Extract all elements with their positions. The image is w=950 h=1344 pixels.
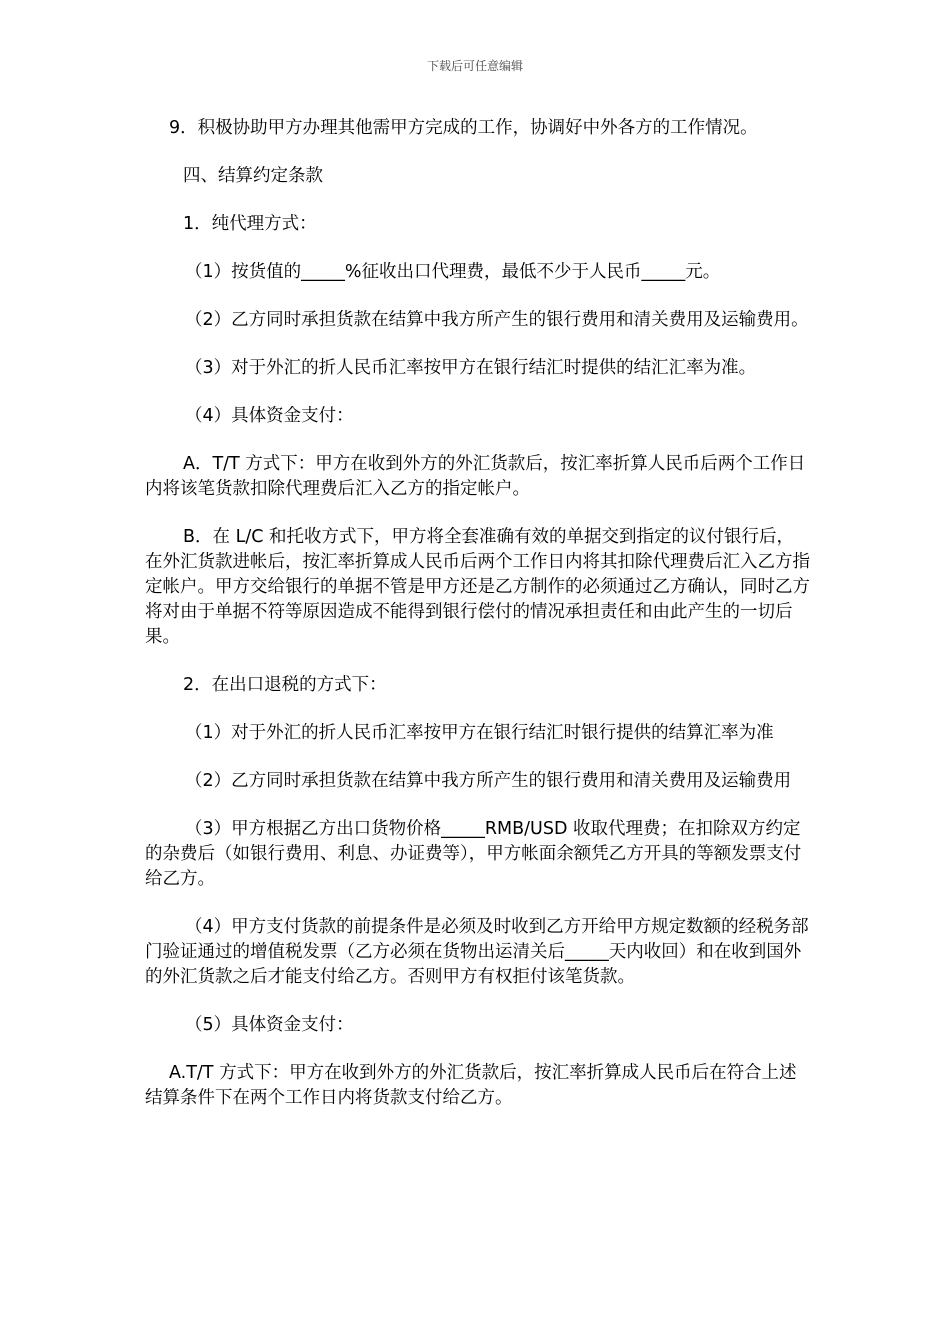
clause-9: 9．积极协助甲方办理其他需甲方完成的工作，协调好中外各方的工作情况。 <box>169 118 758 138</box>
clause-2-5: （5）具体资金支付： <box>185 1015 354 1035</box>
section-heading-settlement: 四、结算约定条款 <box>183 166 323 186</box>
clause-2-heading: 2．在出口退税的方式下： <box>183 675 387 695</box>
clause-1-heading: 1．纯代理方式： <box>183 214 317 234</box>
clause-1-4: （4）具体资金支付： <box>185 406 354 426</box>
clause-1-4-a: A．T/T 方式下：甲方在收到外方的外汇货款后，按汇率折算人民币后两个工作日内将该笔货款扣除代理费后汇入乙方的指定帐户。 <box>145 454 806 499</box>
clause-1-2: （2）乙方同时承担货款在结算中我方所产生的银行费用和清关费用及运输费用。 <box>185 310 809 330</box>
clause-1-4-b: B．在 L/C 和托收方式下，甲方将全套准确有效的单据交到指定的议付银行后，在外汇货款进帐后，按汇率折算成人民币后两个工作日内将其扣除代理费后汇入乙方指定帐户。甲方交给银行的单据不管是甲方还是乙方制作的必须通过乙方确认，同时乙方将对由于单据不符等原因造成不能得到银行偿付的情况承担责任和由此产生的一切后果。 <box>145 527 810 647</box>
clause-1-3: （3）对于外汇的折人民币汇率按甲方在银行结汇时提供的结汇汇率为准。 <box>185 358 757 378</box>
clause-2-5-a: A.T/T 方式下：甲方在收到外方的外汇货款后，按汇率折算成人民币后在符合上述结算条件下在两个工作日内将货款支付给乙方。 <box>145 1063 797 1108</box>
clause-2-2: （2）乙方同时承担货款在结算中我方所产生的银行费用和清关费用及运输费用 <box>185 771 792 791</box>
clause-2-4: （4）甲方支付货款的前提条件是必须及时收到乙方开给甲方规定数额的经税务部门验证通过的增值税发票（乙方必须在货物出运清关后_____天内收回）和在收到国外的外汇货款之后才能支付给乙方。否则甲方有权拒付该笔货款。 <box>145 917 809 987</box>
page-header: 下载后可任意编辑 <box>426 59 523 73</box>
clause-2-3: （3）甲方根据乙方出口货物价格_____RMB/USD 收取代理费；在扣除双方约定的杂费后（如银行费用、利息、办证费等），甲方帐面余额凭乙方开具的等额发票支付给乙方。 <box>145 819 802 889</box>
clause-1-1: （1）按货值的_____%征收出口代理费，最低不少于人民币_____元。 <box>185 262 721 282</box>
document-body <box>145 116 810 1111</box>
clause-2-1: （1）对于外汇的折人民币汇率按甲方在银行结汇时银行提供的结算汇率为准 <box>185 723 774 743</box>
